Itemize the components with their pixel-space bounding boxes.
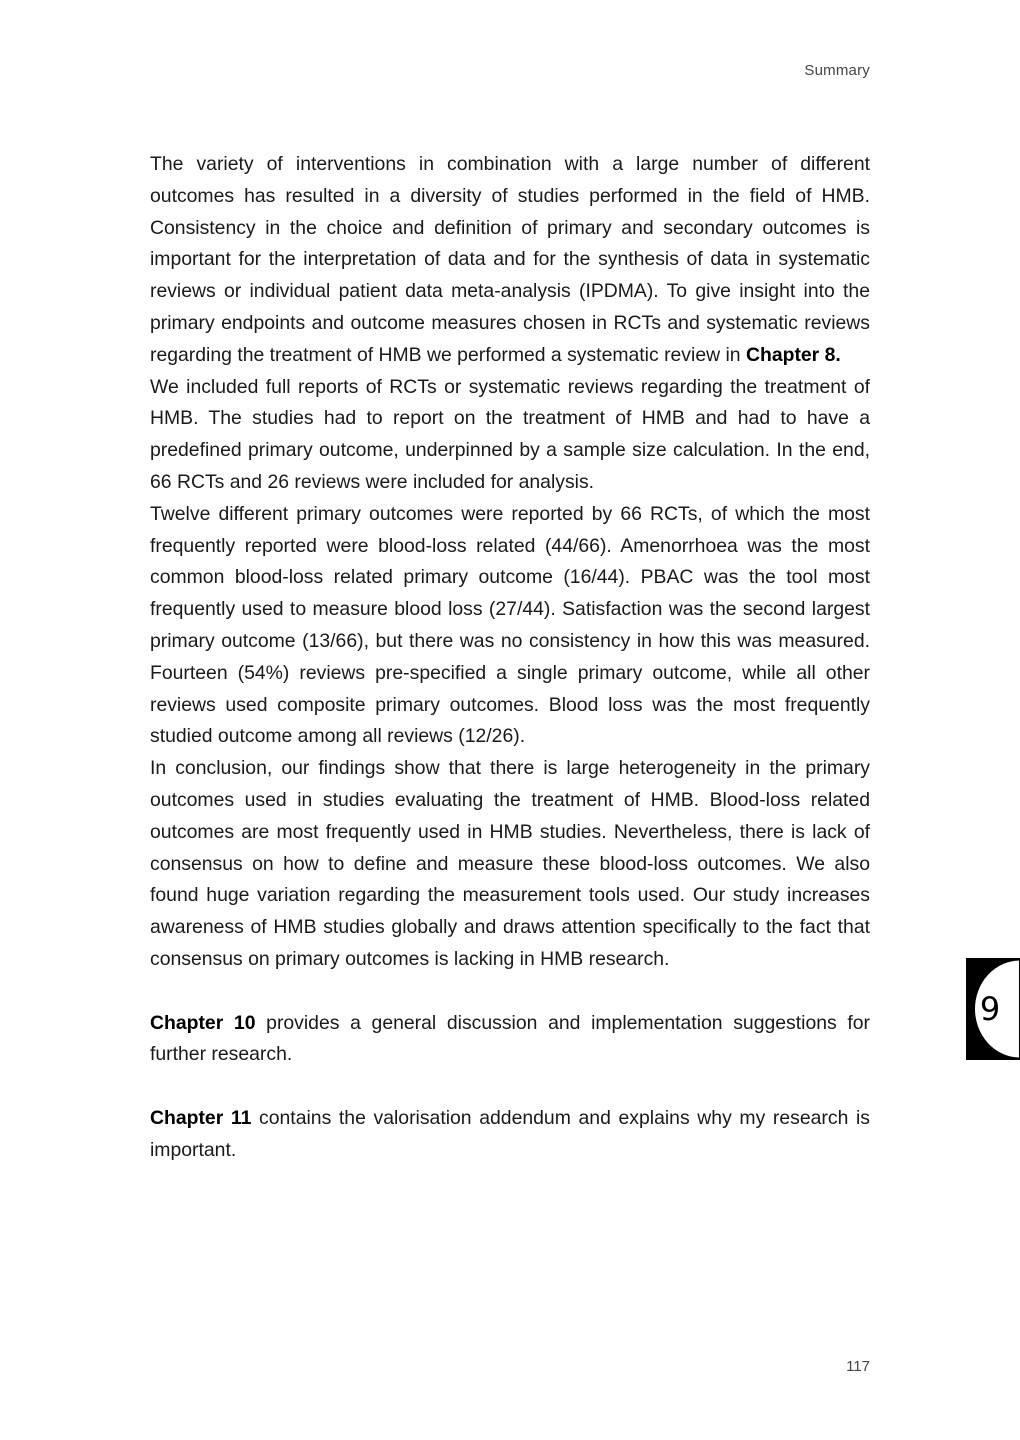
running-header: Summary <box>804 62 870 79</box>
chapter-8-reference: Chapter 8. <box>745 343 841 366</box>
body-text <box>150 149 870 1167</box>
paragraph-conclusion <box>150 753 870 976</box>
chapter-tab-marker <box>966 958 1020 1060</box>
page-number: 117 <box>846 1358 870 1375</box>
paragraph-chapter-11-text: contains the valorisation addendum and explains why my research is important. <box>150 1106 870 1161</box>
paragraph-inclusion <box>150 372 870 499</box>
paragraph-inclusion-text: We included full reports of RCTs or systematic reviews regarding the treatment of HMB. The studies had to report on the treatment of HMB and had to have a predefined primary outcome, underpinned by a sample size calculation. In the end, 66 RCTs and 26 reviews were included for analysis. <box>150 375 870 493</box>
paragraph-results-text: Twelve different primary outcomes were reported by 66 RCTs, of which the most frequently reported were blood-loss related (44/66). Amenorrhoea was the most common blood-loss related primary outcome (16/44). PBAC was the tool most frequently used to measure blood loss (27/44). Satisfaction was the second largest primary outcome (13/66), but there was no consistency in how this was measured. Fourteen (54%) reviews pre-specified a single primary outcome, while all other reviews used composite primary outcomes. Blood loss was the most frequently studied outcome among all reviews (12/26). <box>150 502 870 748</box>
paragraph-chapter-10 <box>150 1008 870 1072</box>
chapter-11-reference: Chapter 11 <box>150 1106 252 1129</box>
paragraph-results <box>150 499 870 753</box>
paragraph-chapter-10-text: provides a general discussion and implementation suggestions for further research. <box>150 1011 870 1066</box>
paragraph-chapter-11 <box>150 1103 870 1167</box>
chapter-10-reference: Chapter 10 <box>150 1011 256 1034</box>
paragraph-intro-text: The variety of interventions in combination with a large number of different outcomes has resulted in a diversity of studies performed in the field of HMB. Consistency in the choice and definition of primary and secondary outcomes is important for the interpretation of data and for the synthesis of data in systematic reviews or individual patient data meta-analysis (IPDMA). To give insight into the primary endpoints and outcome measures chosen in RCTs and systematic reviews regarding the treatment of HMB we performed a systematic review in <box>150 153 870 366</box>
chapter-number: 9 <box>979 990 1001 1028</box>
paragraph-intro <box>150 149 870 372</box>
paragraph-conclusion-text: In conclusion, our findings show that there is large heterogeneity in the primary outcomes used in studies evaluating the treatment of HMB. Blood-loss related outcomes are most frequently used in HMB studies. Nevertheless, there is lack of consensus on how to define and measure these blood-loss outcomes. We also found huge variation regarding the measurement tools used. Our study increases awareness of HMB studies globally and draws attention specifically to the fact that consensus on primary outcomes is lacking in HMB research. <box>150 757 870 970</box>
